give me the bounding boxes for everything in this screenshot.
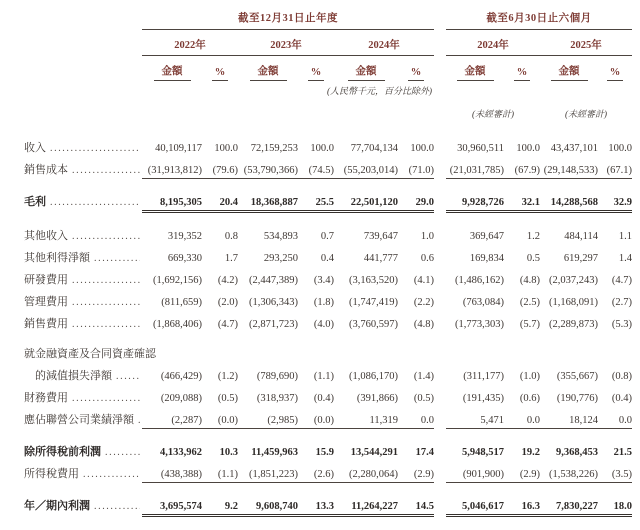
- pct-cell: (0.5): [413, 393, 434, 404]
- amount-cell: (2,280,064): [334, 469, 398, 483]
- pct-cell: 0.0: [598, 415, 632, 429]
- amount-cell: (31,913,812): [142, 165, 202, 179]
- amount-cell: (209,088): [160, 393, 202, 404]
- pct-cell: (74.5): [298, 165, 334, 179]
- amount-cell: 319,352: [167, 231, 202, 242]
- amount-header-label: 金額: [457, 63, 494, 81]
- table-row: [24, 342, 634, 364]
- amount-cell: 18,124: [540, 415, 598, 429]
- row-label-text: 銷售成本: [24, 164, 68, 176]
- dotted-leader: [50, 196, 140, 208]
- amount-cell: (3,760,597): [349, 319, 398, 330]
- amount-cell: 9,608,740: [238, 501, 298, 517]
- year-header-2024: 2024年: [334, 37, 434, 56]
- pct-cell: (1.2): [217, 371, 238, 382]
- pct-cell: (2.5): [519, 297, 540, 308]
- pct-header-label: %: [607, 67, 624, 81]
- row-label: [24, 443, 142, 459]
- amount-cell: (763,084): [462, 297, 504, 308]
- amount-header-label: 金額: [250, 63, 287, 81]
- row-label-text: 其他收入: [24, 230, 68, 242]
- amount-cell: (355,667): [556, 371, 598, 382]
- pct-cell: (1.4): [413, 371, 434, 382]
- amount-cell: 369,647: [469, 231, 504, 242]
- table-row: [24, 440, 634, 462]
- dotted-leader: [72, 164, 140, 176]
- amount-cell: 13,544,291: [350, 447, 398, 458]
- amount-cell: (2,289,873): [549, 319, 598, 330]
- pct-cell: 100.0: [410, 143, 434, 154]
- amount-cell: (1,851,223): [238, 469, 298, 483]
- amount-cell: (190,776): [556, 393, 598, 404]
- pct-cell: 0.5: [526, 253, 540, 264]
- amount-cell: 441,777: [363, 253, 398, 264]
- dotted-leader: [94, 500, 140, 512]
- unaudited-note: (未經審計): [472, 109, 514, 119]
- row-label-text: 財務費用: [24, 392, 68, 404]
- row-label-text: 年／期內利潤: [24, 500, 90, 512]
- amount-cell: (466,429): [160, 371, 202, 382]
- amount-cell: (789,690): [256, 371, 298, 382]
- year-header-2025-interim: 2025年: [540, 37, 632, 56]
- pct-cell: 1.0: [420, 231, 434, 242]
- amount-cell: (1,868,406): [153, 319, 202, 330]
- amount-cell: (2,287): [142, 415, 202, 429]
- amount-cell: 484,114: [564, 231, 598, 242]
- row-label-text: 的減值損失淨額: [35, 370, 112, 382]
- pct-cell: 32.9: [598, 197, 632, 213]
- dotted-leader: [50, 142, 140, 154]
- row-label: [24, 249, 142, 265]
- row-label-text: 毛利: [24, 196, 46, 208]
- pct-cell: (2.6): [298, 469, 334, 483]
- pct-cell: 18.0: [598, 501, 632, 517]
- table-row: [24, 494, 634, 520]
- pct-cell: (4.8): [413, 319, 434, 330]
- table-header-groups: [24, 10, 634, 30]
- pct-cell: (4.1): [413, 275, 434, 286]
- amount-cell: 5,948,517: [462, 447, 504, 458]
- pct-cell: (1.1): [313, 371, 334, 382]
- row-label: [24, 497, 142, 513]
- table-row: [24, 312, 634, 334]
- pct-cell: (4.8): [519, 275, 540, 286]
- amount-cell: 18,368,887: [238, 197, 298, 213]
- row-label: [24, 293, 142, 309]
- row-label-text: 收入: [24, 142, 46, 154]
- table-row: [24, 290, 634, 312]
- amount-cell: 9,928,726: [446, 197, 504, 213]
- pct-cell: 19.2: [521, 447, 540, 458]
- pct-cell: (4.7): [217, 319, 238, 330]
- table-body: [24, 136, 634, 520]
- pct-cell: 0.6: [420, 253, 434, 264]
- pct-cell: (4.0): [313, 319, 334, 330]
- pct-cell: (71.0): [398, 165, 434, 179]
- row-label: [24, 411, 142, 427]
- amount-cell: 72,159,253: [250, 143, 298, 154]
- table-row: [24, 386, 634, 408]
- amount-cell: 9,368,453: [556, 447, 598, 458]
- pct-header: [202, 67, 238, 81]
- pct-cell: 1.1: [618, 231, 632, 242]
- pct-cell: (79.6): [202, 165, 238, 179]
- amount-cell: (29,148,533): [540, 165, 598, 179]
- table-row: [24, 462, 634, 486]
- row-label-text: 銷售費用: [24, 318, 68, 330]
- amount-cell: (21,031,785): [446, 165, 504, 179]
- row-label: [24, 227, 142, 243]
- pct-cell: 17.4: [415, 447, 434, 458]
- amount-cell: (311,177): [463, 371, 504, 382]
- pct-cell: 1.7: [224, 253, 238, 264]
- table-row: [24, 190, 634, 216]
- pct-cell: (1.0): [519, 371, 540, 382]
- row-label: [24, 161, 142, 177]
- amount-cell: (1,486,162): [455, 275, 504, 286]
- pct-cell: (2.7): [611, 297, 632, 308]
- pct-cell: 29.0: [398, 197, 434, 213]
- col-group-interim: 截至6月30日止六個月: [446, 10, 632, 30]
- amount-cell: (2,985): [238, 415, 298, 429]
- amount-header: [142, 63, 202, 81]
- amount-cell: 8,195,305: [142, 197, 202, 213]
- pct-header: [398, 67, 434, 81]
- amount-cell: (811,659): [161, 297, 202, 308]
- pct-cell: (4.7): [611, 275, 632, 286]
- row-label-text: 除所得稅前利潤: [24, 446, 101, 458]
- pct-cell: 0.7: [320, 231, 334, 242]
- dotted-leader: [105, 446, 140, 458]
- amount-cell: 619,297: [563, 253, 598, 264]
- amount-cell: 5,046,617: [446, 501, 504, 517]
- pct-cell: 14.5: [398, 501, 434, 517]
- amount-cell: 43,437,101: [550, 143, 598, 154]
- table-unaudited-row: [24, 107, 634, 120]
- pct-cell: (5.7): [519, 319, 540, 330]
- pct-header: [298, 67, 334, 81]
- pct-cell: 0.0: [398, 415, 434, 429]
- pct-cell: (2.0): [217, 297, 238, 308]
- amount-header: [540, 63, 598, 81]
- pct-cell: (0.0): [202, 415, 238, 429]
- row-label-text: 就金融資產及合同資產確認: [24, 348, 156, 360]
- pct-cell: (5.3): [611, 319, 632, 330]
- row-label: [24, 367, 142, 383]
- row-label: [24, 139, 142, 155]
- pct-cell: 9.2: [202, 501, 238, 517]
- dotted-leader: [83, 468, 140, 480]
- pct-header-label: %: [514, 67, 531, 81]
- pct-cell: (0.6): [519, 393, 540, 404]
- pct-cell: (4.2): [217, 275, 238, 286]
- amount-cell: 11,459,963: [251, 447, 298, 458]
- table-row: [24, 268, 634, 290]
- pct-cell: 15.9: [315, 447, 334, 458]
- pct-cell: 0.8: [224, 231, 238, 242]
- pct-cell: (2.9): [398, 469, 434, 483]
- amount-cell: (191,435): [462, 393, 504, 404]
- amount-cell: (1,168,091): [549, 297, 598, 308]
- pct-cell: (1.8): [313, 297, 334, 308]
- amount-cell: (1,086,170): [349, 371, 398, 382]
- pct-cell: 20.4: [202, 197, 238, 213]
- pct-cell: (0.4): [313, 393, 334, 404]
- row-label-text: 其他利得淨額: [24, 252, 90, 264]
- table-unit-note-row: [24, 84, 634, 97]
- row-label: [24, 271, 142, 287]
- amount-cell: (1,538,226): [540, 469, 598, 483]
- row-label-text: 應佔聯營公司業績淨額: [24, 414, 134, 426]
- pct-cell: 32.1: [504, 197, 540, 213]
- pct-cell: 21.5: [613, 447, 632, 458]
- dotted-leader: [138, 414, 140, 426]
- pct-cell: 13.3: [298, 501, 334, 517]
- amount-cell: 11,319: [334, 415, 398, 429]
- dotted-leader: [72, 392, 140, 404]
- pct-cell: 1.2: [526, 231, 540, 242]
- amount-cell: 40,109,117: [155, 143, 202, 154]
- amount-cell: 739,647: [363, 231, 398, 242]
- amount-cell: (2,037,243): [549, 275, 598, 286]
- dotted-leader: [94, 252, 140, 264]
- amount-cell: (3,163,520): [349, 275, 398, 286]
- amount-cell: (55,203,014): [334, 165, 398, 179]
- amount-cell: (901,900): [446, 469, 504, 483]
- amount-cell: 11,264,227: [334, 501, 398, 517]
- row-label: [24, 345, 632, 361]
- year-header-2024-interim: 2024年: [446, 37, 540, 56]
- pct-header-label: %: [212, 67, 229, 81]
- amount-cell: (438,388): [142, 469, 202, 483]
- amount-cell: (1,306,343): [249, 297, 298, 308]
- year-header-2023: 2023年: [238, 37, 334, 56]
- pct-header: [504, 67, 540, 81]
- pct-cell: 16.3: [504, 501, 540, 517]
- pct-cell: 100.0: [310, 143, 334, 154]
- pct-cell: 1.4: [618, 253, 632, 264]
- pct-header: [598, 67, 632, 81]
- pct-cell: (0.4): [611, 393, 632, 404]
- table-row: [24, 364, 634, 386]
- pct-cell: (67.9): [504, 165, 540, 179]
- amount-cell: (1,692,156): [153, 275, 202, 286]
- table-header-years: [24, 37, 634, 56]
- table-row: [24, 158, 634, 182]
- amount-header: [334, 63, 398, 81]
- col-group-annual: 截至12月31日止年度: [142, 10, 434, 30]
- amount-cell: 77,704,134: [350, 143, 398, 154]
- amount-cell: 293,250: [263, 253, 298, 264]
- amount-header-label: 金額: [551, 63, 588, 81]
- amount-header: [238, 63, 298, 81]
- pct-cell: (2.9): [504, 469, 540, 483]
- dotted-leader: [72, 296, 140, 308]
- row-label: [24, 389, 142, 405]
- pct-cell: 25.5: [298, 197, 334, 213]
- pct-cell: (0.8): [611, 371, 632, 382]
- amount-cell: 4,133,962: [160, 447, 202, 458]
- pct-cell: 100.0: [516, 143, 540, 154]
- unit-note: (人民幣千元，百分比除外): [327, 86, 432, 96]
- pct-cell: (0.5): [217, 393, 238, 404]
- amount-cell: 30,960,511: [457, 143, 504, 154]
- row-label-text: 研發費用: [24, 274, 68, 286]
- dotted-leader: [72, 274, 140, 286]
- amount-cell: (2,447,389): [249, 275, 298, 286]
- pct-cell: 10.3: [219, 447, 238, 458]
- amount-header-label: 金額: [154, 63, 191, 81]
- unaudited-note: (未經審計): [565, 109, 607, 119]
- dotted-leader: [72, 318, 140, 330]
- pct-cell: 0.4: [320, 253, 334, 264]
- row-label-text: 管理費用: [24, 296, 68, 308]
- amount-cell: 14,288,568: [540, 197, 598, 213]
- row-label-text: 所得稅費用: [24, 468, 79, 480]
- pct-cell: 100.0: [608, 143, 632, 154]
- amount-cell: 534,893: [263, 231, 298, 242]
- table-row: [24, 408, 634, 432]
- amount-cell: (391,866): [356, 393, 398, 404]
- pct-header-label: %: [308, 67, 325, 81]
- pct-cell: (2.2): [413, 297, 434, 308]
- pct-cell: (67.1): [598, 165, 632, 179]
- amount-cell: 169,834: [469, 253, 504, 264]
- year-header-2022: 2022年: [142, 37, 238, 56]
- amount-cell: (2,871,723): [249, 319, 298, 330]
- amount-cell: 7,830,227: [540, 501, 598, 517]
- pct-cell: 100.0: [214, 143, 238, 154]
- pct-cell: (0.0): [298, 415, 334, 429]
- pct-cell: (1.1): [202, 469, 238, 483]
- pct-cell: (3.5): [598, 469, 632, 483]
- table-header-measures: [24, 63, 634, 81]
- row-label: [24, 315, 142, 331]
- table-row: [24, 224, 634, 246]
- row-label: [24, 193, 142, 209]
- table-row: [24, 246, 634, 268]
- dotted-leader: [116, 370, 140, 382]
- dotted-leader: [72, 230, 140, 242]
- amount-cell: 22,501,120: [334, 197, 398, 213]
- amount-cell: (318,937): [256, 393, 298, 404]
- pct-cell: 0.0: [504, 415, 540, 429]
- amount-cell: 5,471: [446, 415, 504, 429]
- amount-cell: 3,695,574: [142, 501, 202, 517]
- row-label: [24, 465, 142, 481]
- pct-cell: (3.4): [313, 275, 334, 286]
- amount-cell: (53,790,366): [238, 165, 298, 179]
- amount-cell: (1,773,303): [455, 319, 504, 330]
- amount-header: [446, 63, 504, 81]
- table-row: [24, 136, 634, 158]
- amount-header-label: 金額: [348, 63, 385, 81]
- pct-header-label: %: [408, 67, 425, 81]
- amount-cell: (1,747,419): [349, 297, 398, 308]
- amount-cell: 669,330: [167, 253, 202, 264]
